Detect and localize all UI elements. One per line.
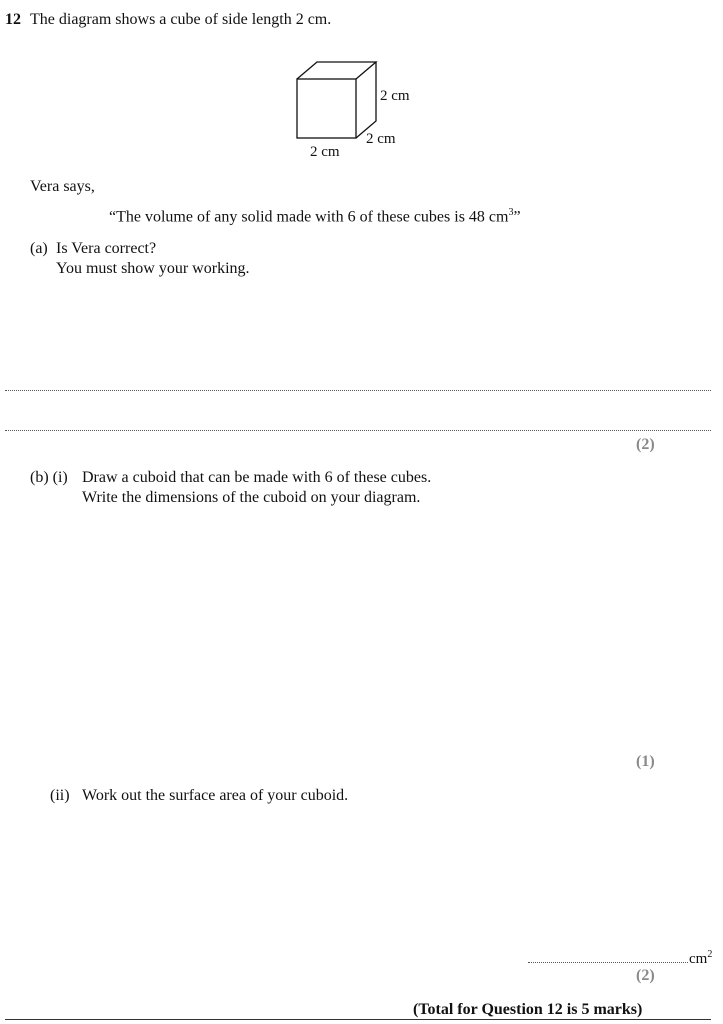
answer-line-a1[interactable] (5, 390, 711, 391)
quote-superscript: 3 (508, 207, 514, 218)
cube-front-face (297, 79, 356, 138)
unit-text: cm (689, 951, 708, 967)
part-b-ii-marks: (2) (636, 967, 655, 984)
cube-side-face (356, 62, 376, 138)
part-b-i-instruction-2: Write the dimensions of the cuboid on your diagram. (82, 489, 421, 506)
cube-width-label: 2 cm (310, 144, 340, 160)
bottom-rule (5, 1019, 711, 1020)
answer-unit (689, 950, 712, 967)
part-b-ii-label: (ii) (50, 787, 70, 804)
cube-top-face (297, 62, 376, 79)
quote-text: “The volume of any solid made with 6 of these cubes is 48 cm (109, 208, 509, 226)
part-b-i-instruction-1: Draw a cuboid that can be made with 6 of these cubes. (82, 469, 432, 486)
cube-height-label: 2 cm (380, 88, 410, 104)
part-a-marks: (2) (636, 436, 655, 453)
vera-quote (109, 208, 521, 225)
part-b-i-label: (b) (i) (30, 469, 68, 486)
answer-line-b-ii[interactable] (528, 962, 688, 963)
part-a-label: (a) (30, 240, 48, 257)
cube-depth-label: 2 cm (366, 131, 396, 147)
quote-close: ” (513, 208, 521, 226)
speaker-line: Vera says, (30, 178, 95, 195)
unit-superscript: 2 (707, 949, 713, 960)
question-intro: The diagram shows a cube of side length 2 cm. (30, 11, 332, 28)
drawing-space[interactable] (30, 515, 710, 750)
question-number: 12 (5, 11, 21, 28)
part-b-i-marks: (1) (636, 753, 655, 770)
part-b-ii-instruction: Work out the surface area of your cuboid. (82, 787, 349, 804)
answer-line-a2[interactable] (5, 430, 711, 431)
total-marks: (Total for Question 12 is 5 marks) (413, 1001, 643, 1018)
part-a-question: Is Vera correct? (56, 240, 157, 257)
part-a-instruction: You must show your working. (56, 260, 250, 277)
